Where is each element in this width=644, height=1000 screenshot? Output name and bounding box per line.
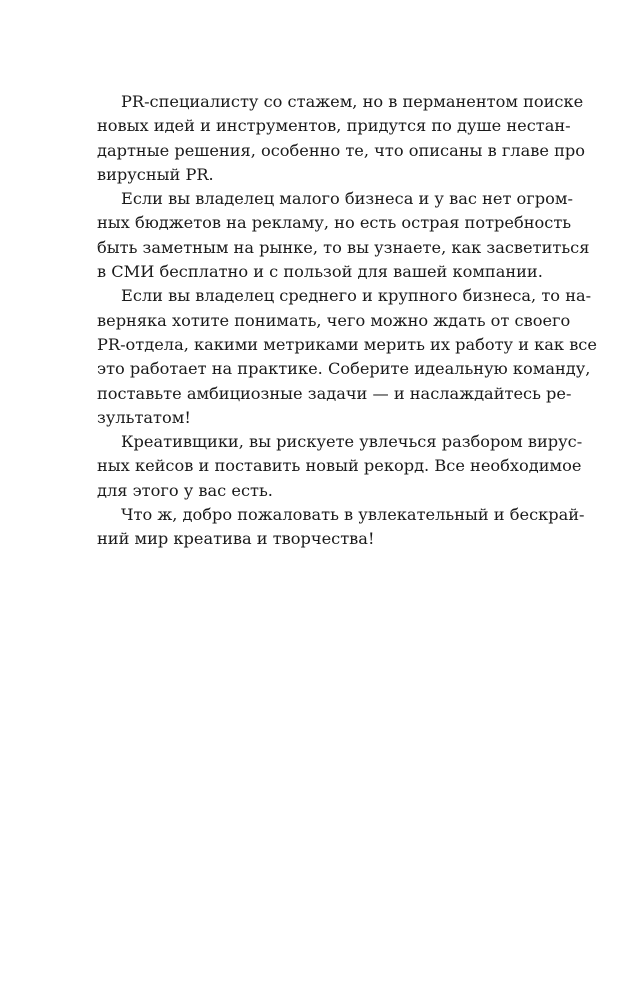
text-line: верняка хотите понимать, чего можно ждать от своего: [97, 310, 571, 330]
text-line: ных кейсов и поставить новый рекорд. Все необходимое: [97, 456, 582, 476]
text-line: в СМИ бесплатно и с пользой для вашей компании.: [97, 262, 543, 282]
text-line: поставьте амбициозные задачи — и наслаждайтесь ре-: [97, 383, 572, 403]
text-line: ных бюджетов на рекламу, но есть острая потребность: [97, 213, 572, 233]
text-line: вирусный PR.: [97, 164, 214, 184]
text-line: Креативщики, вы рискуете увлечься разбором вирус-: [121, 432, 583, 452]
text-line: для этого у вас есть.: [97, 480, 273, 500]
text-line: PR-отдела, какими метриками мерить их работу и как все: [97, 334, 597, 354]
paragraph: [97, 90, 585, 187]
text-line: Если вы владелец малого бизнеса и у вас нет огром-: [121, 189, 573, 209]
text-line: PR-специалисту со стажем, но в перманентом поиске: [121, 92, 584, 111]
paragraph: [97, 187, 590, 284]
paragraph: [97, 430, 583, 503]
text-line: Что ж, добро пожаловать в увлекательный и бескрай-: [121, 505, 585, 525]
text-line: ний мир креатива и творчества!: [97, 529, 375, 549]
text-line: быть заметным на рынке, то вы узнаете, как засветиться: [97, 237, 590, 257]
paragraph: [97, 284, 597, 430]
text-line: зультатом!: [97, 407, 191, 427]
text-line: это работает на практике. Соберите идеальную команду,: [97, 359, 591, 379]
text-line: Если вы владелец среднего и крупного бизнеса, то на-: [121, 286, 592, 306]
text-line: новых идей и инструментов, придутся по душе нестан-: [97, 116, 571, 136]
body-text: [97, 90, 597, 552]
text-line: дартные решения, особенно те, что описаны в главе про: [97, 140, 585, 160]
paragraph: [97, 503, 585, 552]
